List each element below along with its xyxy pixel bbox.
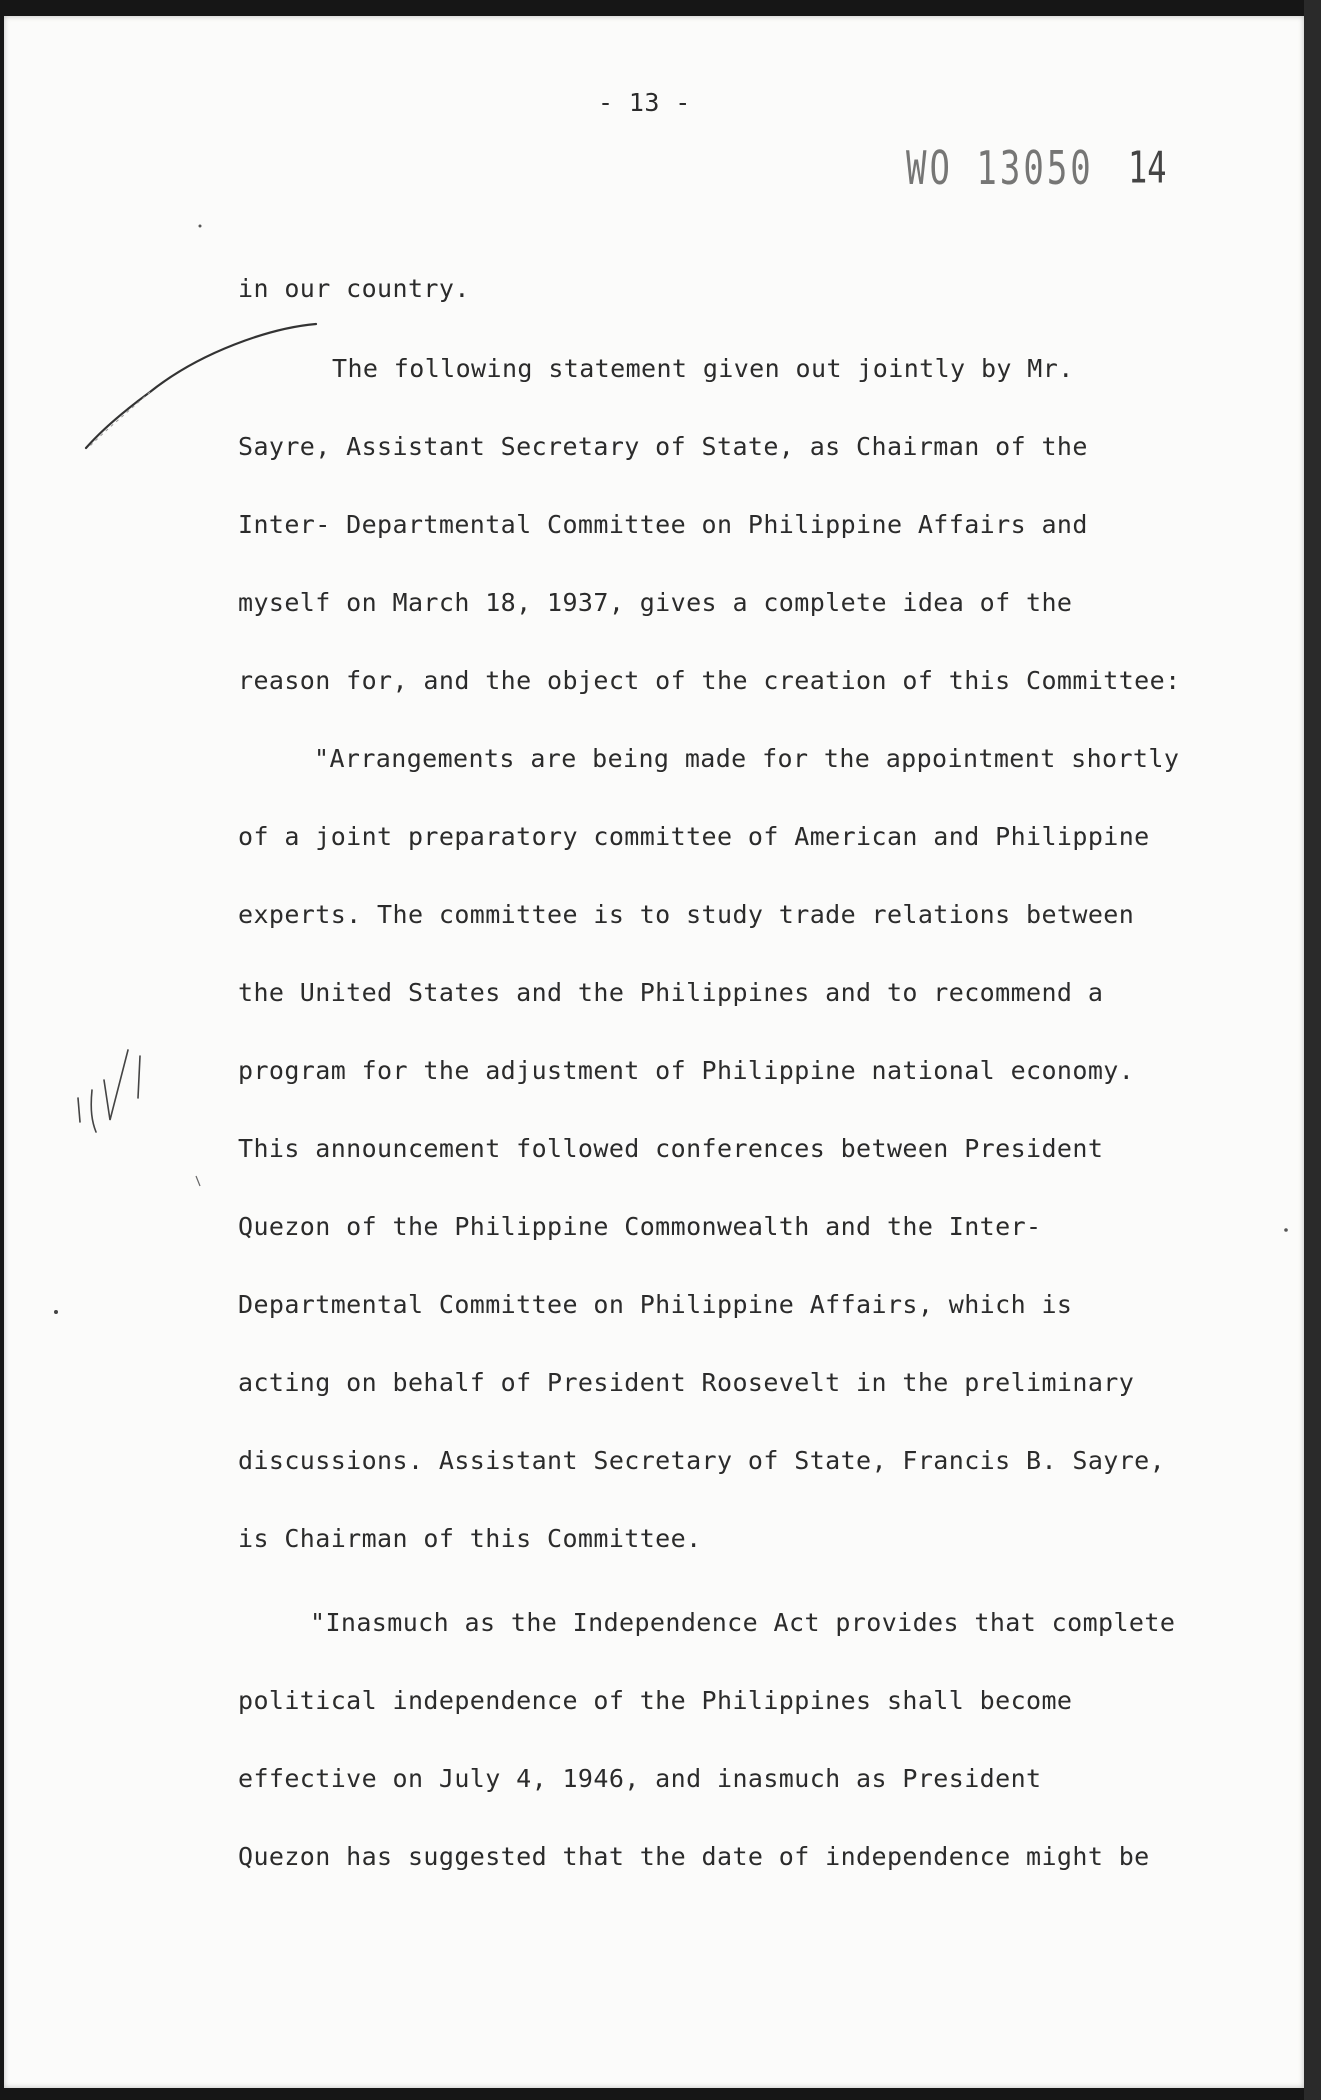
body-line: Quezon of the Philippine Commonwealth and the Inter- <box>238 1212 1042 1241</box>
speck <box>1284 1228 1288 1232</box>
body-line: in our country. <box>238 274 470 303</box>
pencil-stroke-faint <box>90 392 150 446</box>
speck <box>199 225 202 228</box>
body-line: reason for, and the object of the creation of this Committee: <box>238 666 1181 695</box>
body-line: experts. The committee is to study trade relations between <box>238 900 1135 929</box>
body-line: "Inasmuch as the Independence Act provides that complete <box>310 1608 1176 1637</box>
body-line: Departmental Committee on Philippine Affairs, which is <box>238 1290 1073 1319</box>
body-line: program for the adjustment of Philippine national economy. <box>238 1056 1135 1085</box>
body-line: Sayre, Assistant Secretary of State, as Chairman of the <box>238 432 1088 461</box>
body-line: Inter- Departmental Committee on Philippine Affairs and <box>238 510 1088 539</box>
body-line: is Chairman of this Committee. <box>238 1524 702 1553</box>
body-line: acting on behalf of President Roosevelt in the preliminary <box>238 1368 1135 1397</box>
body-line: The following statement given out jointly by Mr. <box>332 354 1074 383</box>
archive-stamp-suffix: 14 <box>1128 142 1167 194</box>
archive-stamp: WO 13050 <box>906 142 1094 196</box>
body-line: political independence of the Philippines shall become <box>238 1686 1073 1715</box>
body-line: "Arrangements are being made for the appointment shortly <box>314 744 1180 773</box>
body-line: discussions. Assistant Secretary of State, Francis B. Sayre, <box>238 1446 1166 1475</box>
pencil-stroke-mark <box>86 324 316 448</box>
initials-signature <box>78 1050 140 1132</box>
body-line: of a joint preparatory committee of American and Philippine <box>238 822 1150 851</box>
body-line: Quezon has suggested that the date of independence might be <box>238 1842 1150 1871</box>
body-line: the United States and the Philippines and to recommend a <box>238 978 1104 1007</box>
page-number: - 13 - <box>598 88 691 117</box>
body-line: This announcement followed conferences between President <box>238 1134 1104 1163</box>
body-line: effective on July 4, 1946, and inasmuch as President <box>238 1764 1042 1793</box>
body-line: myself on March 18, 1937, gives a complete idea of the <box>238 588 1073 617</box>
speck <box>54 1310 58 1314</box>
speck <box>196 1176 200 1186</box>
